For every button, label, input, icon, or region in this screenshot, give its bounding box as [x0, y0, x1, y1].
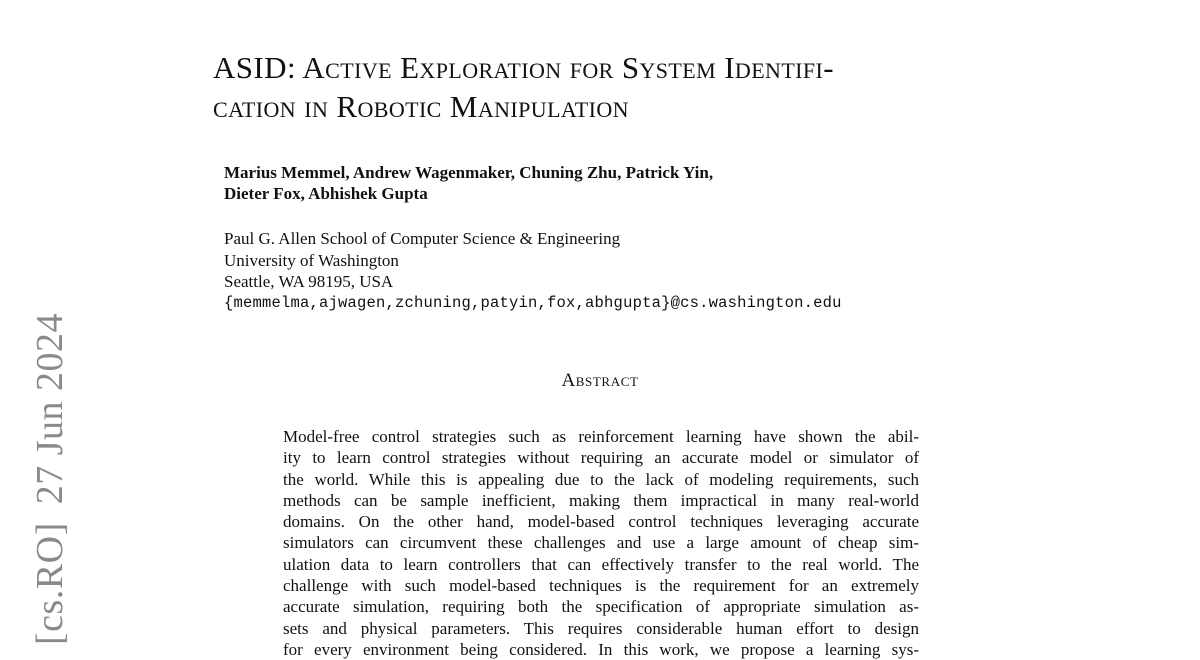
abstract-line: challenge with such model-based techniques is the requirement for an extremely: [283, 576, 919, 596]
affiliation-block: [224, 228, 842, 314]
title-line: ASID: Active Exploration for System Identifi-: [213, 50, 834, 85]
affiliation-line: University of Washington: [224, 250, 399, 270]
author-line: Dieter Fox, Abhishek Gupta: [224, 184, 428, 203]
arxiv-date: 27 Jun 2024: [29, 312, 71, 505]
abstract-line: methods can be sample inefficient, making them impractical in many real-world: [283, 490, 919, 510]
abstract-line: simulators can circumvent these challenges and use a large amount of cheap sim-: [283, 533, 919, 553]
author-list: [224, 162, 713, 204]
abstract-line: for every environment being considered. In this work, we propose a learning sys-: [283, 639, 919, 659]
abstract-heading: Abstract: [561, 370, 639, 391]
title-line: cation in Robotic Manipulation: [213, 89, 629, 124]
abstract-line: accurate simulation, requiring both the specification of appropriate simulation as-: [283, 597, 919, 617]
arxiv-category: [cs.RO]: [29, 522, 71, 645]
abstract-line: Model-free control strategies such as reinforcement learning have shown the abil-: [283, 427, 919, 446]
paper-title: [213, 48, 1033, 126]
abstract-line: sets and physical parameters. This requires considerable human effort to design: [283, 618, 919, 638]
abstract-line: the world. While this is appealing due to the lack of modeling requirements, such: [283, 469, 919, 489]
abstract-body: [283, 426, 919, 660]
abstract-line: ity to learn control strategies without requiring an accurate model or simulator of: [283, 448, 919, 468]
abstract-line: domains. On the other hand, model-based control techniques leveraging accurate: [283, 512, 919, 532]
author-line: Marius Memmel, Andrew Wagenmaker, Chuning Zhu, Patrick Yin,: [224, 163, 714, 182]
arxiv-side-stamp: [28, 313, 72, 645]
author-emails: {memmelma,ajwagen,zchuning,patyin,fox,abhgupta}@cs.washington.edu: [224, 293, 842, 312]
affiliation-line: Paul G. Allen School of Computer Science & Engineering: [224, 229, 621, 248]
abstract-line: ulation data to learn controllers that can effectively transfer to the real world. The: [283, 554, 919, 574]
affiliation-line: Seattle, WA 98195, USA: [224, 272, 394, 291]
